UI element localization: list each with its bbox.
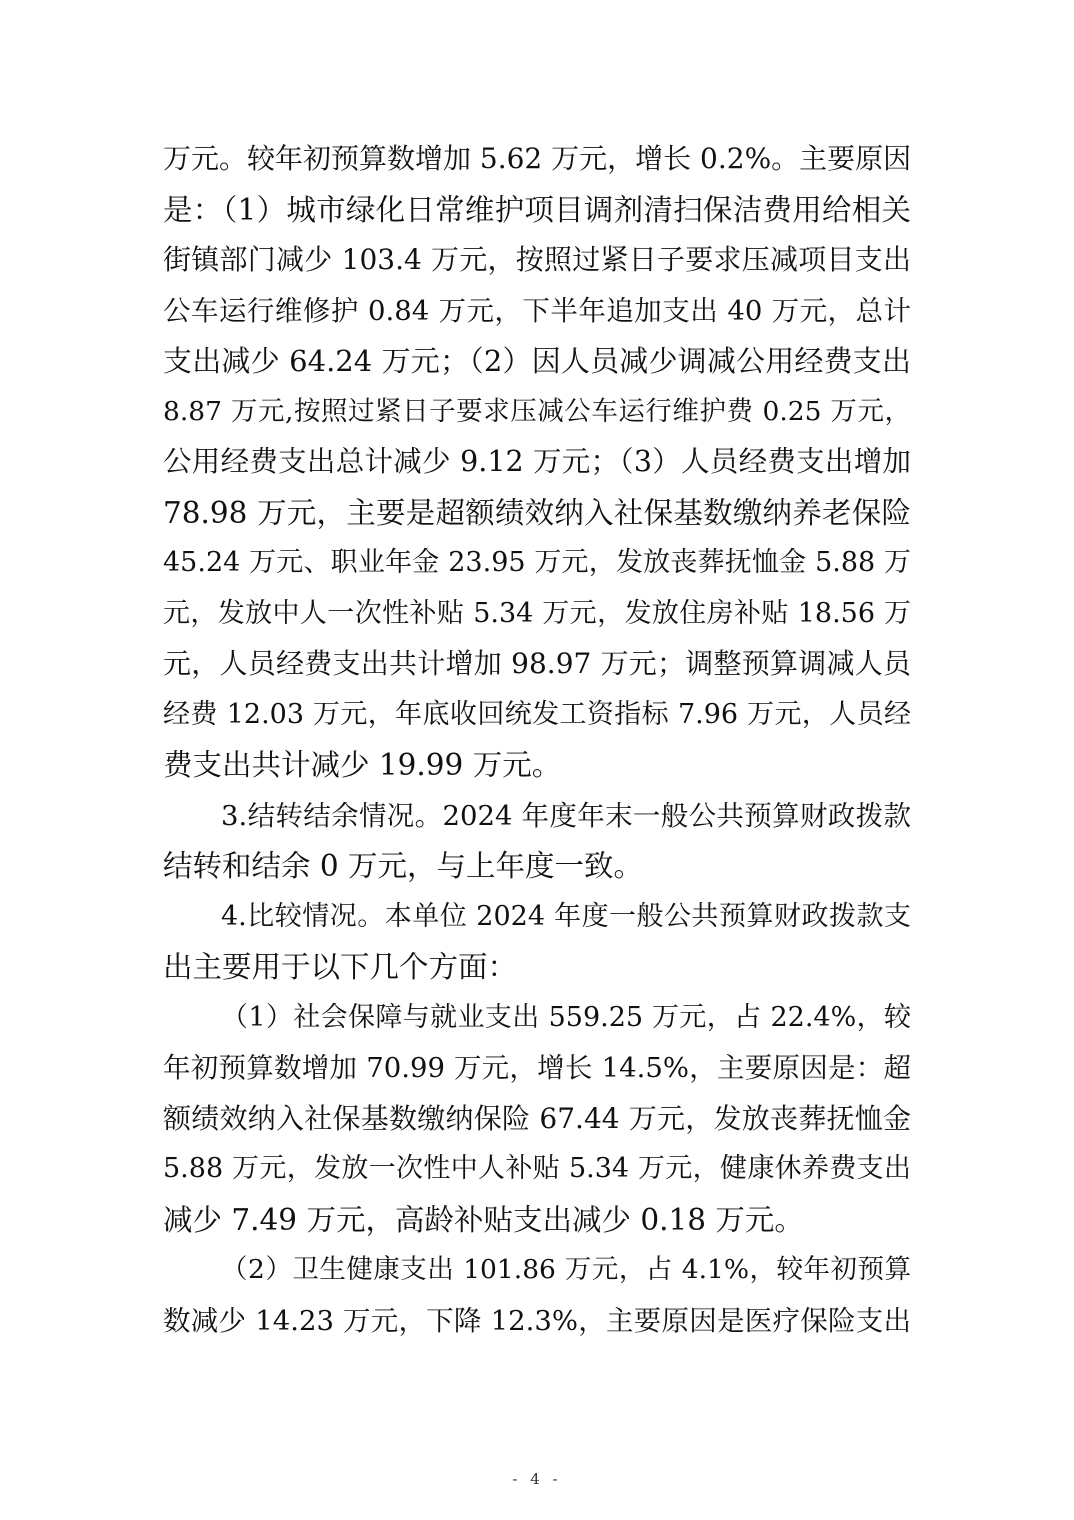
text-line: 元，人员经费支出共计增加 98.97 万元；调整预算调减人员: [163, 647, 911, 680]
text-line: 是：（1）城市绿化日常维护项目调剂清扫保洁费用给相关: [163, 192, 911, 227]
list-item-line: （1）社会保障与就业支出 559.25 万元，占 22.4%，较: [221, 1001, 911, 1033]
text-line: 街镇部门减少 103.4 万元，按照过紧日子要求压减项目支出: [163, 243, 911, 276]
text-line: 额绩效纳入社保基数缴纳保险 67.44 万元，发放丧葬抚恤金: [163, 1101, 911, 1135]
list-item-line: （2）卫生健康支出 101.86 万元，占 4.1%，较年初预算: [221, 1254, 911, 1285]
text-line: 支出减少 64.24 万元；（2）因人员减少调减公用经费支出: [163, 344, 911, 378]
text-line: 费支出共计减少 19.99 万元。: [163, 748, 562, 782]
text-line: 78.98 万元，主要是超额绩效纳入社保基数缴纳养老保险: [163, 495, 911, 530]
text-line: 结转和结余 0 万元，与上年度一致。: [163, 849, 644, 883]
text-line: 经费 12.03 万元，年底收回统发工资指标 7.96 万元，人员经: [163, 698, 911, 730]
text-line: 减少 7.49 万元，高龄补贴支出减少 0.18 万元。: [163, 1202, 804, 1237]
text-line: 元，发放中人一次性补贴 5.34 万元，发放住房补贴 18.56 万: [163, 597, 911, 629]
section-heading-line: 3.结转结余情况。2024 年度年末一般公共预算财政拨款: [221, 799, 911, 832]
text-line: 公车运行维修护 0.84 万元，下半年追加支出 40 万元，总计: [163, 294, 911, 327]
text-line: 出主要用于以下几个方面：: [163, 950, 518, 984]
text-line: 数减少 14.23 万元，下降 12.3%，主要原因是医疗保险支出: [163, 1304, 911, 1337]
text-line: 万元。较年初预算数增加 5.62 万元，增长 0.2%。主要原因: [163, 142, 912, 175]
section-heading-line: 4.比较情况。本单位 2024 年度一般公共预算财政拨款支: [221, 900, 911, 932]
document-body: [163, 134, 911, 1346]
text-line: 5.88 万元，发放一次性中人补贴 5.34 万元，健康休养费支出: [163, 1153, 911, 1184]
page-number: - 4 -: [512, 1470, 562, 1488]
text-line: 8.87 万元,按照过紧日子要求压减公车运行维护费 0.25 万元，: [163, 395, 911, 427]
text-line: 公用经费支出总计减少 9.12 万元；（3）人员经费支出增加: [163, 445, 911, 478]
text-line: 45.24 万元、职业年金 23.95 万元，发放丧葬抚恤金 5.88 万: [163, 547, 911, 578]
text-line: 年初预算数增加 70.99 万元，增长 14.5%，主要原因是：超: [163, 1052, 911, 1084]
